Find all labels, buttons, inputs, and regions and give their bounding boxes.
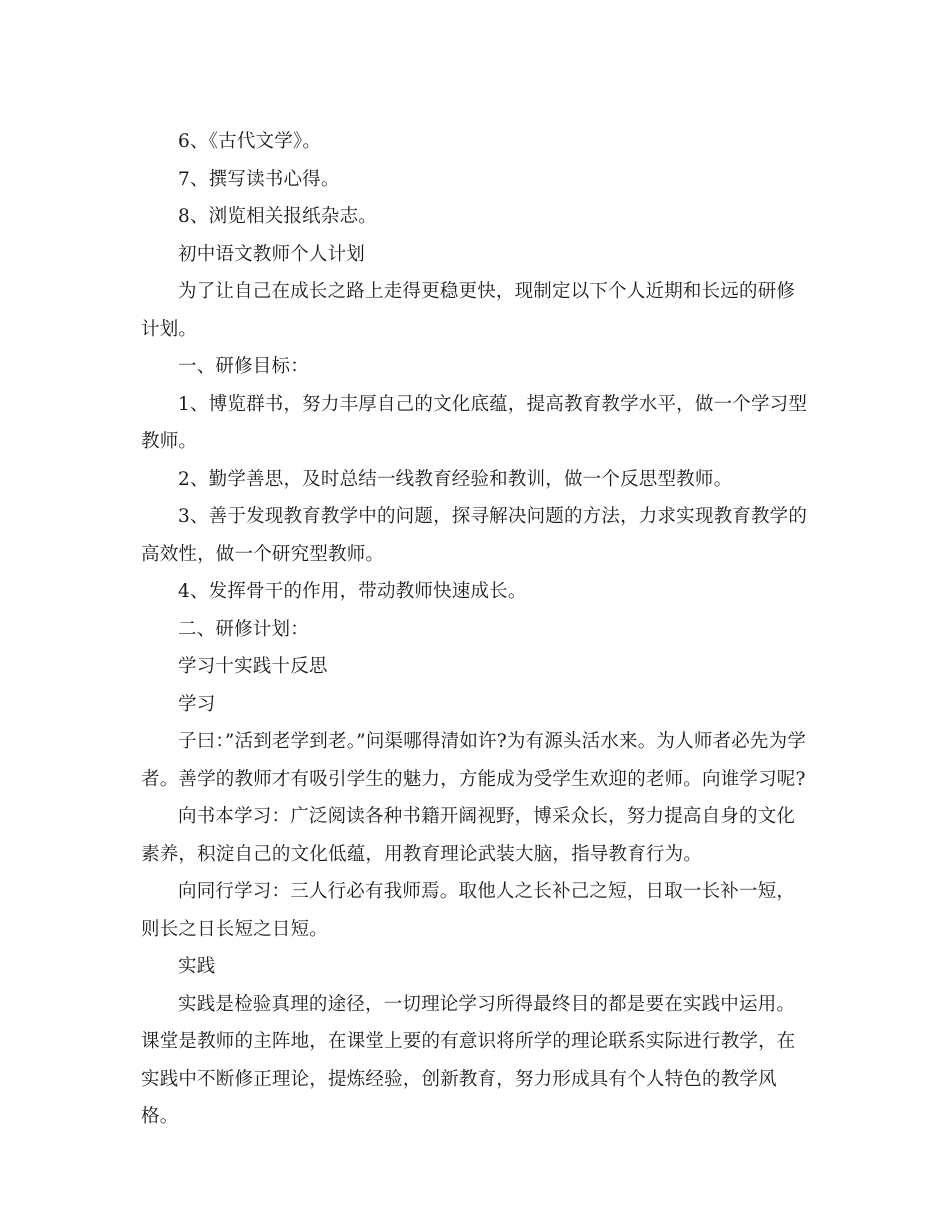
practice-paragraph: 实践是检验真理的途径，一切理论学习所得最终目的都是要在实践中运用。课堂是教师的主阵地，在课堂上要的有意识将所学的理论联系实际进行教学，在实践中不断修正理论，提炼经验，创新教育，努力形成具有个人特色的教学风格。 <box>141 993 796 1127</box>
heading-plan: 二、研修计划： <box>178 618 309 640</box>
subheading-study: 学习 <box>178 693 216 715</box>
goal-item-2: 2、勤学善思，及时总结一线教育经验和教训，做一个反思型教师。 <box>178 468 733 490</box>
list-item-newspapers: 8、浏览相关报纸杂志。 <box>178 206 377 227</box>
study-books-paragraph: 向书本学习：广泛阅读各种书籍开阔视野，博采众长，努力提高自身的文化素养，积淀自己的文化低蕴，用教育理论武装大脑，指导教育行为。 <box>141 806 796 865</box>
subheading-practice: 实践 <box>178 956 216 977</box>
list-item-reading-notes: 7、撰写读书心得。 <box>178 168 340 190</box>
section-title-teacher-plan: 初中语文教师个人计划 <box>178 243 366 265</box>
plan-summary: 学习十实践十反思 <box>178 656 328 677</box>
study-paragraph: 子曰：”活到老学到老。”问渠哪得清如许?为有源头活水来。为人师者必先为学者。善学的教师才有吸引学生的魅力，方能成为受学生欢迎的老师。向谁学习呢? <box>141 731 807 790</box>
document-body <box>141 123 809 1136</box>
heading-goals: 一、研修目标： <box>178 356 309 377</box>
list-item-ancient-literature: 6、《古代文学》。 <box>178 131 322 152</box>
intro-paragraph: 为了让自己在成长之路上走得更稳更快，现制定以下个人近期和长远的研修计划。 <box>141 281 796 340</box>
goal-item-3: 3、善于发现教育教学中的问题，探寻解决问题的方法，力求实现教育教学的高效性，做一个研究型教师。 <box>141 506 808 565</box>
study-peers-paragraph: 向同行学习：三人行必有我师焉。取他人之长补己之短，日取一长补一短，则长之日长短之日短。 <box>141 881 796 940</box>
goal-item-1: 1、博览群书，努力丰厚自己的文化底蕴，提高教育教学水平，做一个学习型教师。 <box>141 393 808 452</box>
goal-item-4: 4、发挥骨干的作用，带动教师快速成长。 <box>178 581 527 602</box>
